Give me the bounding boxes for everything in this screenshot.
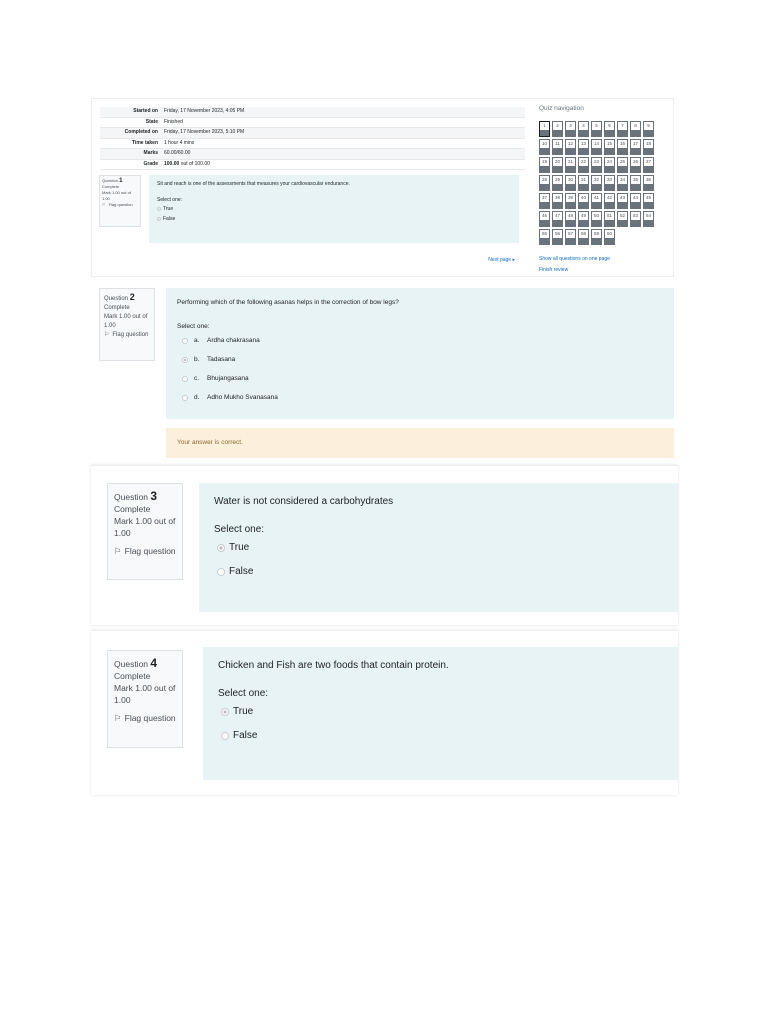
question-text: Water is not considered a carbohydrates [214,496,394,507]
quiz-nav-answered-bar [553,184,562,190]
radio-icon[interactable] [182,376,188,382]
question-number: 1 [119,178,123,184]
flag-label: Flag question [112,332,149,338]
answer-option-false[interactable] [214,560,663,584]
quiz-nav-answered-bar [592,148,601,154]
quiz-nav-answered-bar [618,202,627,208]
option-label: Ardha chakrasana [207,337,260,344]
quiz-nav-number: 28 [541,177,547,182]
quiz-nav-number: 14 [593,141,599,146]
flag-question-link[interactable] [114,545,176,557]
quiz-nav-number: 3 [569,123,572,128]
quiz-nav-number: 48 [567,213,573,218]
quiz-nav-button[interactable] [578,157,589,173]
quiz-nav-number: 11 [555,141,560,146]
flag-icon: ⚐ [102,202,106,207]
quiz-nav-button[interactable] [552,175,563,191]
answer-option[interactable] [157,214,511,224]
quiz-nav-button[interactable] [604,193,615,209]
flag-question-link[interactable] [102,202,138,208]
quiz-nav-number: 8 [634,123,637,128]
option-label: True [233,706,254,717]
quiz-nav-answered-bar [618,184,627,190]
quiz-nav-number: 58 [580,231,586,236]
quiz-nav-number: 59 [593,231,599,236]
flag-icon: ⚐ [114,546,122,556]
quiz-nav-number: 43 [619,195,625,200]
option-label: True [163,206,174,212]
quiz-nav-button[interactable] [578,211,589,227]
quiz-nav-button[interactable] [630,157,641,173]
quiz-nav-number: 22 [580,159,586,164]
summary-value: 1 hour 4 mins [161,138,525,149]
quiz-nav-number: 42 [606,195,612,200]
quiz-nav-number: 5 [595,123,598,128]
quiz-nav-button[interactable] [552,229,563,245]
flag-label: Flag question [124,546,176,556]
quiz-nav-number: 53 [632,213,638,218]
option-label: Tadasana [207,356,236,363]
quiz-nav-button[interactable] [630,211,641,227]
answer-option-c[interactable] [177,369,663,388]
quiz-nav-answered-bar [631,130,640,136]
option-letter: d. [194,394,200,401]
quiz-nav-button[interactable] [539,193,550,209]
quiz-nav-number: 52 [619,213,625,218]
quiz-nav-button[interactable] [630,193,641,209]
grade-value: 100.00 [164,160,180,167]
quiz-nav-answered-bar [566,184,575,190]
summary-value [161,159,525,170]
quiz-nav-number: 9 [647,123,650,128]
question-info-3 [107,483,183,580]
answer-option-true[interactable] [218,700,663,724]
select-one-label: Select one: [218,688,269,699]
quiz-nav-button[interactable] [617,193,628,209]
quiz-nav-answered-bar [540,148,549,154]
quiz-nav-number: 36 [645,177,651,182]
question-label: Question [102,178,119,183]
quiz-nav-answered-bar [540,202,549,208]
quiz-nav-button[interactable] [539,121,550,137]
quiz-nav-answered-bar [579,184,588,190]
quiz-nav-number: 47 [554,213,560,218]
summary-key: Time taken [100,138,161,149]
question-label: Question [114,492,149,502]
quiz-nav-number: 55 [541,231,547,236]
quiz-nav-number: 41 [593,195,599,200]
quiz-nav-answered-bar [566,202,575,208]
quiz-nav-answered-bar [644,148,653,154]
question-content-1 [149,175,519,243]
quiz-nav-number: 27 [645,159,651,164]
quiz-nav-answered-bar [644,220,653,226]
quiz-nav-button[interactable] [552,193,563,209]
radio-selected-icon[interactable] [217,544,225,552]
option-letter: a. [194,337,200,344]
radio-icon[interactable] [182,338,188,344]
question-4-panel [91,630,678,795]
question-state: Complete [114,504,151,514]
flag-icon: ⚐ [104,332,110,338]
quiz-nav-button[interactable] [565,157,576,173]
question-label: Question [114,659,149,669]
quiz-nav-answered-bar [553,130,562,136]
quiz-nav-button[interactable] [643,157,654,173]
quiz-nav-answered-bar [644,202,653,208]
quiz-nav-button[interactable] [578,175,589,191]
radio-icon[interactable] [157,217,161,221]
review-summary-panel [91,98,674,277]
quiz-nav-answered-bar [618,130,627,136]
quiz-nav-button[interactable] [539,229,550,245]
answer-option-false[interactable] [218,724,663,748]
quiz-nav-number: 51 [606,213,612,218]
flag-label: Flag question [124,713,176,723]
quiz-nav-answered-bar [631,184,640,190]
quiz-nav-button[interactable] [630,175,641,191]
quiz-nav-button[interactable] [552,121,563,137]
radio-selected-icon[interactable] [182,357,188,363]
quiz-nav-button[interactable] [643,193,654,209]
answer-feedback: Your answer is correct. [166,428,674,458]
select-one-label: Select one: [157,197,183,203]
question-info-2 [99,288,155,361]
quiz-nav-number: 46 [541,213,547,218]
attempt-summary-table [100,107,525,170]
flag-label: Flag question [108,202,133,207]
question-content-2 [166,288,674,419]
select-one-label: Select one: [177,323,210,330]
question-content-3 [199,483,678,612]
quiz-nav-answered-bar [553,220,562,226]
quiz-nav-number: 24 [606,159,612,164]
question-state: Complete [104,305,130,311]
summary-row [100,117,525,128]
quiz-nav-number: 39 [567,195,573,200]
flag-icon: ⚐ [114,713,122,723]
quiz-nav-number: 13 [580,141,586,146]
quiz-nav-button[interactable] [565,139,576,155]
quiz-nav-number: 32 [593,177,599,182]
quiz-nav-answered-bar [579,130,588,136]
quiz-nav-answered-bar [605,130,614,136]
question-label: Question [104,296,129,302]
question-2-panel [91,282,678,460]
quiz-nav-answered-bar [631,166,640,172]
quiz-nav-button[interactable] [578,139,589,155]
quiz-nav-answered-bar [579,238,588,244]
flag-question-link[interactable] [114,712,176,724]
option-label: True [229,542,250,553]
quiz-nav-answered-bar [605,202,614,208]
quiz-nav-answered-bar [566,130,575,136]
quiz-nav-button[interactable] [617,175,628,191]
quiz-nav-answered-bar [605,148,614,154]
quiz-nav-button[interactable] [643,175,654,191]
show-all-questions-link[interactable]: Show all questions on one page [539,256,610,262]
question-state: Complete [102,184,120,189]
quiz-nav-number: 25 [619,159,625,164]
quiz-nav-answered-bar [618,148,627,154]
quiz-nav-answered-bar [553,202,562,208]
quiz-nav-button[interactable] [643,121,654,137]
quiz-nav-button[interactable] [591,229,602,245]
option-label: False [229,566,254,577]
question-number: 4 [150,656,158,670]
quiz-nav-number: 31 [580,177,586,182]
quiz-nav-answered-bar [592,184,601,190]
quiz-nav-answered-bar [631,148,640,154]
quiz-nav-answered-bar [566,166,575,172]
quiz-nav-number: 7 [621,123,624,128]
quiz-nav-answered-bar [592,238,601,244]
answer-option-d[interactable] [177,388,663,407]
quiz-nav-answered-bar [644,130,653,136]
quiz-nav-button[interactable] [604,229,615,245]
quiz-nav-answered-bar [644,184,653,190]
quiz-nav-number: 30 [567,177,573,182]
quiz-nav-number: 10 [541,141,547,146]
summary-row [100,107,525,117]
quiz-nav-number: 37 [541,195,547,200]
quiz-nav-button[interactable] [552,139,563,155]
quiz-nav-button[interactable] [630,139,641,155]
quiz-nav-answered-bar [592,220,601,226]
quiz-nav-button[interactable] [617,157,628,173]
quiz-nav-button[interactable] [604,211,615,227]
quiz-nav-answered-bar [644,166,653,172]
quiz-nav-number: 21 [567,159,573,164]
quiz-nav-button[interactable] [604,157,615,173]
answer-option-b[interactable] [177,350,663,369]
quiz-nav-number: 40 [580,195,586,200]
quiz-nav-number: 1 [543,123,546,128]
quiz-nav-answered-bar [605,166,614,172]
quiz-nav-answered-bar [553,148,562,154]
quiz-nav-button[interactable] [604,139,615,155]
quiz-nav-number: 12 [567,141,573,146]
quiz-nav-number: 57 [567,231,573,236]
question-text: Sit and reach is one of the assessments that measures your cardiovascular endurance. [157,181,350,187]
question-state: Complete [114,671,151,681]
question-content-4 [203,647,678,780]
quiz-nav-number: 16 [619,141,625,146]
radio-icon[interactable] [221,732,229,740]
quiz-navigation-title: Quiz navigation [539,105,584,112]
quiz-nav-number: 44 [632,195,638,200]
quiz-nav-number: 23 [593,159,599,164]
quiz-nav-button[interactable] [591,211,602,227]
quiz-nav-button[interactable] [539,175,550,191]
quiz-nav-answered-bar [618,166,627,172]
quiz-nav-button[interactable] [578,193,589,209]
answer-option[interactable] [157,204,511,214]
quiz-nav-button[interactable] [565,175,576,191]
quiz-nav-answered-bar [592,130,601,136]
option-letter: b. [194,356,200,363]
quiz-nav-number: 50 [593,213,599,218]
quiz-nav-button[interactable] [539,211,550,227]
quiz-nav-number: 26 [632,159,638,164]
grade-suffix: out of 100.00 [180,160,210,167]
quiz-nav-answered-bar [566,148,575,154]
quiz-nav-button[interactable] [591,121,602,137]
quiz-nav-answered-bar [540,130,549,136]
quiz-nav-answered-bar [579,148,588,154]
question-mark: Mark 1.00 out of 1.00 [114,683,176,705]
quiz-nav-number: 60 [606,231,612,236]
quiz-nav-button[interactable] [578,121,589,137]
quiz-nav-button[interactable] [591,193,602,209]
question-mark: Mark 1.00 out of 1.00 [104,314,148,329]
quiz-nav-answered-bar [553,238,562,244]
quiz-nav-answered-bar [579,166,588,172]
summary-row [100,128,525,139]
quiz-nav-number: 19 [541,159,547,164]
quiz-nav-button[interactable] [643,211,654,227]
quiz-nav-answered-bar [540,220,549,226]
question-info-4 [107,650,183,748]
summary-row [100,138,525,149]
quiz-nav-number: 4 [582,123,585,128]
radio-selected-icon[interactable] [221,708,229,716]
quiz-nav-button[interactable] [539,139,550,155]
quiz-nav-number: 18 [645,141,651,146]
quiz-nav-number: 29 [554,177,560,182]
quiz-nav-number: 6 [608,123,611,128]
question-text: Chicken and Fish are two foods that contain protein. [218,660,449,671]
summary-value: Finished [161,117,525,128]
quiz-nav-answered-bar [566,238,575,244]
radio-icon[interactable] [217,568,225,576]
question-mark: Mark 1.00 out of 1.00 [114,516,176,538]
quiz-nav-number: 54 [645,213,651,218]
summary-key: Started on [100,107,161,117]
quiz-nav-answered-bar [540,184,549,190]
select-one-label: Select one: [214,524,265,535]
quiz-nav-button[interactable] [565,193,576,209]
question-number: 3 [150,489,158,503]
summary-key: Grade [100,159,161,170]
quiz-nav-button[interactable] [539,157,550,173]
summary-row [100,149,525,160]
question-info-1 [99,175,141,227]
quiz-nav-button[interactable] [565,229,576,245]
summary-value: 60.00/60.00 [161,149,525,160]
quiz-nav-button[interactable] [591,157,602,173]
quiz-nav-button[interactable] [617,211,628,227]
quiz-nav-button[interactable] [604,175,615,191]
quiz-nav-number: 33 [606,177,612,182]
quiz-nav-number: 20 [554,159,560,164]
quiz-nav-button[interactable] [565,121,576,137]
quiz-nav-number: 49 [580,213,586,218]
quiz-nav-answered-bar [618,220,627,226]
quiz-nav-button[interactable] [630,121,641,137]
quiz-nav-answered-bar [631,202,640,208]
option-label: False [163,216,176,222]
next-page-link[interactable]: Next page ▸ [488,257,515,263]
quiz-nav-button[interactable] [604,121,615,137]
quiz-nav-number: 35 [632,177,638,182]
quiz-nav-answered-bar [540,166,549,172]
answer-option-a[interactable] [177,331,663,350]
quiz-nav-number: 38 [554,195,560,200]
quiz-nav-answered-bar [553,166,562,172]
quiz-nav-button[interactable] [643,139,654,155]
option-label: False [233,730,258,741]
quiz-nav-answered-bar [592,202,601,208]
finish-review-link[interactable]: Finish review [539,267,569,273]
quiz-nav-number: 17 [632,141,638,146]
quiz-nav-button[interactable] [578,229,589,245]
summary-value: Friday, 17 November 2023, 4:05 PM [161,107,525,117]
option-label: Bhujangasana [207,375,249,382]
quiz-nav-button[interactable] [552,157,563,173]
option-label: Adho Mukho Svanasana [207,394,278,401]
quiz-nav-number: 34 [619,177,625,182]
question-mark: Mark 1.00 out of 1.00 [102,190,131,201]
quiz-nav-answered-bar [566,220,575,226]
quiz-nav-button[interactable] [591,139,602,155]
quiz-nav-button[interactable] [591,175,602,191]
summary-row [100,159,525,170]
quiz-nav-answered-bar [605,238,614,244]
quiz-nav-answered-bar [579,220,588,226]
question-number: 2 [129,292,135,302]
quiz-nav-number: 56 [554,231,560,236]
flag-question-link[interactable] [104,331,150,340]
quiz-nav-answered-bar [592,166,601,172]
quiz-nav-button[interactable] [617,121,628,137]
radio-icon[interactable] [182,395,188,401]
answer-option-true[interactable] [214,536,663,560]
quiz-nav-answered-bar [579,202,588,208]
quiz-nav-button[interactable] [552,211,563,227]
option-letter: c. [194,375,200,382]
summary-value: Friday, 17 November 2023, 5:10 PM [161,128,525,139]
question-3-panel [91,465,678,625]
quiz-nav-answered-bar [605,220,614,226]
quiz-nav-number: 45 [645,195,651,200]
question-text: Performing which of the following asanas helps in the correction of bow legs? [177,299,399,306]
quiz-nav-number: 2 [556,123,559,128]
quiz-nav-button[interactable] [565,211,576,227]
quiz-navigation-grid [539,121,667,247]
summary-key: Completed on [100,128,161,139]
quiz-nav-answered-bar [540,238,549,244]
quiz-nav-number: 15 [606,141,612,146]
summary-key: Marks [100,149,161,160]
quiz-nav-answered-bar [605,184,614,190]
radio-icon[interactable] [157,207,161,211]
quiz-nav-answered-bar [631,220,640,226]
quiz-nav-button[interactable] [617,139,628,155]
summary-key: State [100,117,161,128]
